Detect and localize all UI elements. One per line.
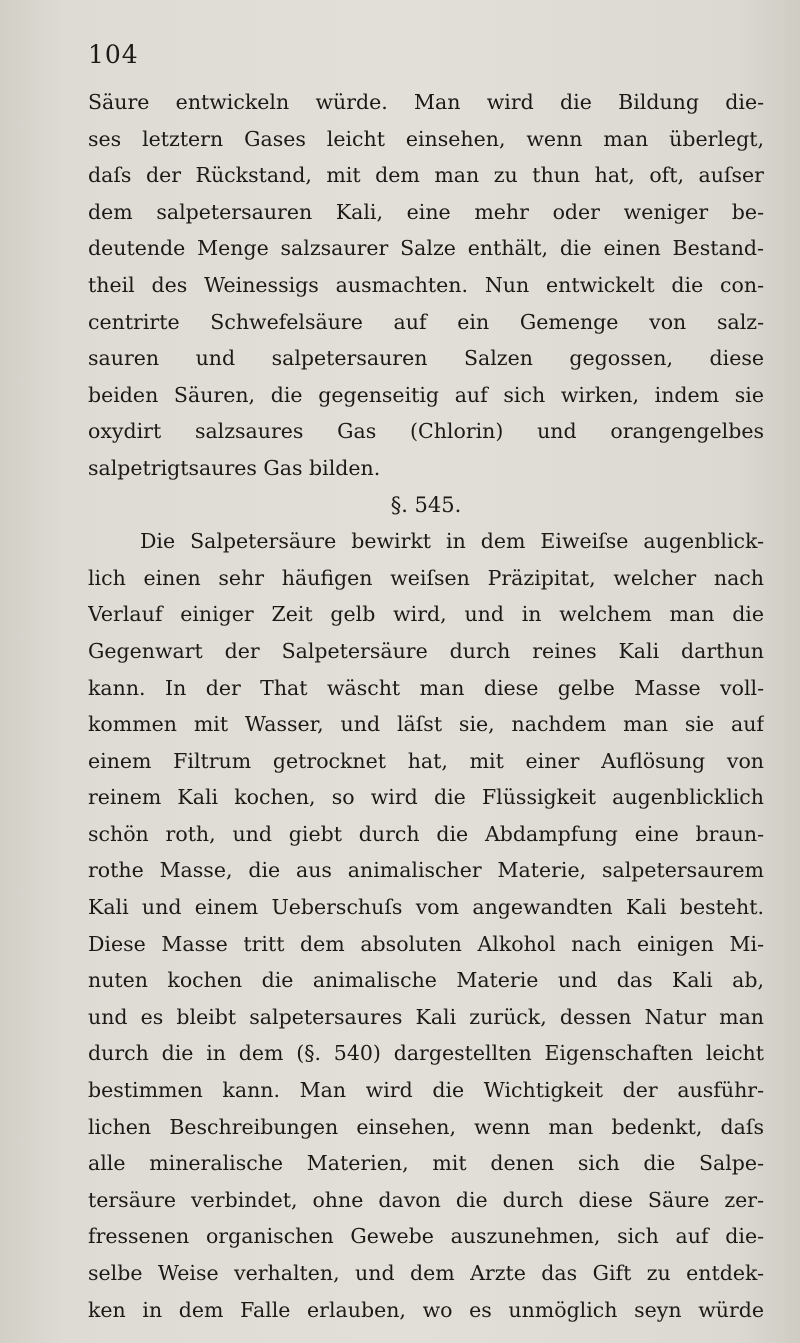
text-line: ses letztern Gases leicht einsehen, wenn man überlegt, <box>88 126 764 151</box>
text-line: salpetrigtsaures Gas bilden. <box>88 455 381 480</box>
text-line: nuten kochen die animalische Materie und das Kali ab, <box>88 968 764 993</box>
text-line: durch die in dem (§. 540) dargestellten Eigenschaften leicht <box>88 1041 764 1066</box>
text-line: einem Filtrum getrocknet hat, mit einer Auflösung von <box>88 748 764 773</box>
text-line: sauren und salpetersauren Salzen gegossen, diese <box>88 346 764 371</box>
text-line: Die Salpetersäure bewirkt in dem Eiweiſse augenblick- <box>140 529 764 554</box>
text-line: kommen mit Wasser, und läſst sie, nachdem man sie auf <box>88 712 764 737</box>
text-line: schön roth, und giebt durch die Abdampfung eine braun- <box>88 821 764 846</box>
text-line: dem salpetersauren Kali, eine mehr oder weniger be- <box>88 199 764 224</box>
text-line: beiden Säuren, die gegenseitig auf sich wirken, indem sie <box>88 382 764 407</box>
text-line: kann. In der That wäscht man diese gelbe Masse voll- <box>88 675 764 700</box>
text-line: fressenen organischen Gewebe auszunehmen, sich auf die- <box>88 1224 764 1249</box>
text-line: deutende Menge salzsaurer Salze enthält, die einen Bestand- <box>88 236 764 261</box>
text-line: Kali und einem Ueberschuſs vom angewandten Kali besteht. <box>88 895 764 920</box>
text-line: lichen Beschreibungen einsehen, wenn man bedenkt, daſs <box>88 1114 764 1139</box>
text-line: selbe Weise verhalten, und dem Arzte das Gift zu entdek- <box>88 1261 764 1285</box>
page-number: 104 <box>88 40 139 69</box>
text-line: alle mineralische Materien, mit denen sich die Salpe- <box>88 1151 764 1176</box>
section-heading: §. 545. <box>390 492 462 517</box>
text-line: Diese Masse tritt dem absoluten Alkohol nach einigen Mi- <box>88 931 764 956</box>
text-line: und es bleibt salpetersaures Kali zurück, dessen Natur man <box>88 1004 764 1029</box>
body-text <box>88 84 764 1328</box>
text-line: bestimmen kann. Man wird die Wichtigkeit der ausführ- <box>88 1078 764 1103</box>
text-line: tersäure verbindet, ohne davon die durch diese Säure zer- <box>88 1187 764 1212</box>
text-line: rothe Masse, die aus animalischer Materie, salpetersaurem <box>88 858 764 883</box>
text-line: centrirte Schwefelsäure auf ein Gemenge von salz- <box>88 309 764 334</box>
text-line: Säure entwickeln würde. Man wird die Bildung die- <box>88 90 764 114</box>
text-line: theil des Weinessigs ausmachten. Nun entwickelt die con- <box>88 272 764 297</box>
text-line: Gegenwart der Salpetersäure durch reines Kali darthun <box>88 638 764 663</box>
text-line: reinem Kali kochen, so wird die Flüssigkeit augenblicklich <box>88 785 764 810</box>
text-line: daſs der Rückstand, mit dem man zu thun hat, oft, auſser <box>88 163 764 188</box>
text-line: ken in dem Falle erlauben, wo es unmöglich seyn würde <box>88 1297 764 1322</box>
text-line: lich einen sehr häufigen weiſsen Präzipitat, welcher nach <box>88 565 764 590</box>
text-line: oxydirt salzsaures Gas (Chlorin) und orangengelbes <box>88 419 764 444</box>
text-line: Verlauf einiger Zeit gelb wird, und in welchem man die <box>88 602 764 627</box>
